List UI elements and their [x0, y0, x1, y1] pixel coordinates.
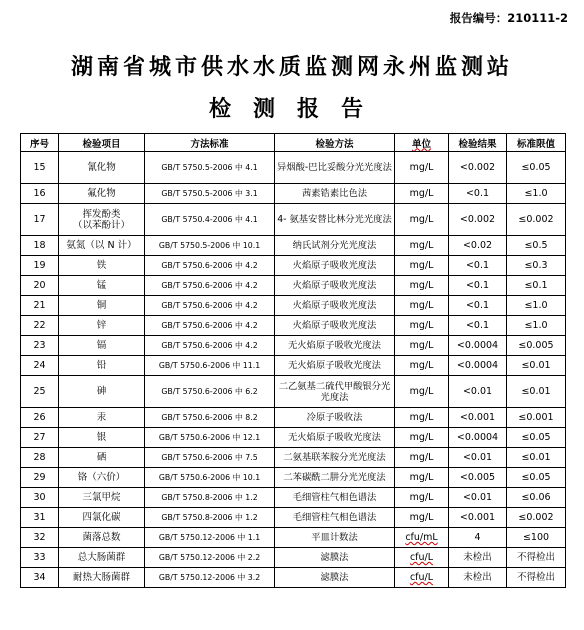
- cell-unit: mg/L: [395, 184, 449, 204]
- cell-result: <0.002: [449, 204, 507, 236]
- cell-standard: GB/T 5750.6-2006 中 4.2: [145, 316, 275, 336]
- cell-standard: GB/T 5750.6-2006 中 8.2: [145, 408, 275, 428]
- cell-limit: ≤0.3: [507, 256, 566, 276]
- cell-method: 火焰原子吸收光度法: [275, 296, 395, 316]
- cell-limit: ≤0.05: [507, 468, 566, 488]
- cell-result: <0.0004: [449, 336, 507, 356]
- cell-standard: GB/T 5750.12-2006 中 1.1: [145, 528, 275, 548]
- cell-item: 铁: [59, 256, 145, 276]
- table-row: [21, 276, 566, 296]
- cell-limit: ≤0.002: [507, 204, 566, 236]
- cell-limit: ≤0.01: [507, 448, 566, 468]
- cell-method: 平皿计数法: [275, 528, 395, 548]
- cell-method: 纳氏试剂分光光度法: [275, 236, 395, 256]
- cell-item: 耐热大肠菌群: [59, 568, 145, 588]
- cell-result: <0.001: [449, 508, 507, 528]
- cell-result: <0.02: [449, 236, 507, 256]
- cell-standard: GB/T 5750.5-2006 中 3.1: [145, 184, 275, 204]
- cell-standard: GB/T 5750.6-2006 中 10.1: [145, 468, 275, 488]
- cell-unit: mg/L: [395, 376, 449, 408]
- cell-result: <0.1: [449, 256, 507, 276]
- col-header-method: 检验方法: [275, 134, 395, 152]
- cell-item: 氰化物: [59, 152, 145, 184]
- cell-unit: mg/L: [395, 296, 449, 316]
- table-row: [21, 236, 566, 256]
- col-header-no: 序号: [21, 134, 59, 152]
- cell-no: 26: [21, 408, 59, 428]
- table-row: [21, 256, 566, 276]
- cell-method: 异烟酸-巴比妥酸分光光度法: [275, 152, 395, 184]
- table-row: [21, 296, 566, 316]
- cell-item: 锰: [59, 276, 145, 296]
- table-row: [21, 428, 566, 448]
- cell-unit: mg/L: [395, 408, 449, 428]
- cell-standard: GB/T 5750.6-2006 中 4.2: [145, 256, 275, 276]
- cell-item: 镉: [59, 336, 145, 356]
- report-title: 湖南省城市供水水质监测网永州监测站: [70, 55, 513, 80]
- cell-unit: cfu/L: [395, 568, 449, 588]
- cell-method: 二苯碳酰二肼分光光度法: [275, 468, 395, 488]
- col-header-unit: 单位: [395, 134, 449, 152]
- cell-no: 29: [21, 468, 59, 488]
- cell-item: 锌: [59, 316, 145, 336]
- cell-no: 24: [21, 356, 59, 376]
- table-row: [21, 356, 566, 376]
- results-table: [20, 133, 566, 588]
- cell-method: 冷原子吸收法: [275, 408, 395, 428]
- cell-result: <0.1: [449, 296, 507, 316]
- cell-method: 火焰原子吸收光度法: [275, 256, 395, 276]
- cell-unit: mg/L: [395, 356, 449, 376]
- report-subtitle: 检测报告: [208, 97, 385, 122]
- cell-limit: ≤0.005: [507, 336, 566, 356]
- cell-method: 火焰原子吸收光度法: [275, 276, 395, 296]
- cell-limit: ≤1.0: [507, 296, 566, 316]
- cell-method: 毛细管柱气相色谱法: [275, 488, 395, 508]
- cell-standard: GB/T 5750.6-2006 中 12.1: [145, 428, 275, 448]
- cell-method: 火焰原子吸收光度法: [275, 316, 395, 336]
- cell-item: 挥发酚类 （以苯酚计）: [59, 204, 145, 236]
- cell-limit: ≤0.06: [507, 488, 566, 508]
- cell-no: 33: [21, 548, 59, 568]
- cell-standard: GB/T 5750.12-2006 中 2.2: [145, 548, 275, 568]
- cell-result: <0.1: [449, 184, 507, 204]
- cell-result: <0.01: [449, 376, 507, 408]
- col-header-limit: 标准限值: [507, 134, 566, 152]
- cell-standard: GB/T 5750.6-2006 中 4.2: [145, 276, 275, 296]
- cell-result: <0.01: [449, 488, 507, 508]
- cell-no: 27: [21, 428, 59, 448]
- cell-unit: mg/L: [395, 508, 449, 528]
- cell-item: 汞: [59, 408, 145, 428]
- cell-no: 15: [21, 152, 59, 184]
- cell-standard: GB/T 5750.8-2006 中 1.2: [145, 508, 275, 528]
- cell-result: <0.1: [449, 276, 507, 296]
- table-row: [21, 316, 566, 336]
- cell-standard: GB/T 5750.6-2006 中 7.5: [145, 448, 275, 468]
- cell-no: 22: [21, 316, 59, 336]
- cell-unit: mg/L: [395, 236, 449, 256]
- cell-item: 总大肠菌群: [59, 548, 145, 568]
- cell-standard: GB/T 5750.5-2006 中 10.1: [145, 236, 275, 256]
- table-header-row: [21, 134, 566, 152]
- cell-unit: mg/L: [395, 488, 449, 508]
- cell-unit: mg/L: [395, 152, 449, 184]
- table-row: [21, 336, 566, 356]
- table-row: [21, 568, 566, 588]
- cell-item: 铅: [59, 356, 145, 376]
- cell-no: 31: [21, 508, 59, 528]
- cell-limit: ≤0.002: [507, 508, 566, 528]
- cell-limit: ≤0.05: [507, 152, 566, 184]
- cell-item: 菌落总数: [59, 528, 145, 548]
- cell-no: 20: [21, 276, 59, 296]
- cell-standard: GB/T 5750.6-2006 中 4.2: [145, 296, 275, 316]
- cell-result: 未检出: [449, 568, 507, 588]
- cell-method: 滤膜法: [275, 568, 395, 588]
- cell-standard: GB/T 5750.6-2006 中 4.2: [145, 336, 275, 356]
- cell-method: 二乙氨基二硫代甲酸银分光光度法: [275, 376, 395, 408]
- cell-unit: mg/L: [395, 448, 449, 468]
- cell-unit: mg/L: [395, 204, 449, 236]
- cell-standard: GB/T 5750.12-2006 中 3.2: [145, 568, 275, 588]
- cell-unit: mg/L: [395, 428, 449, 448]
- table-row: [21, 468, 566, 488]
- cell-unit: mg/L: [395, 256, 449, 276]
- cell-limit: 不得检出: [507, 548, 566, 568]
- cell-no: 32: [21, 528, 59, 548]
- cell-method: 二氨基联苯胺分光光度法: [275, 448, 395, 468]
- table-row: [21, 376, 566, 408]
- cell-limit: ≤0.5: [507, 236, 566, 256]
- cell-standard: GB/T 5750.5-2006 中 4.1: [145, 152, 275, 184]
- cell-standard: GB/T 5750.6-2006 中 11.1: [145, 356, 275, 376]
- cell-unit: cfu/L: [395, 548, 449, 568]
- cell-no: 18: [21, 236, 59, 256]
- cell-no: 16: [21, 184, 59, 204]
- table-row: [21, 204, 566, 236]
- cell-limit: ≤0.001: [507, 408, 566, 428]
- table-row: [21, 152, 566, 184]
- col-header-standard: 方法标准: [145, 134, 275, 152]
- cell-limit: ≤0.1: [507, 276, 566, 296]
- cell-unit: mg/L: [395, 316, 449, 336]
- cell-limit: ≤0.01: [507, 356, 566, 376]
- cell-no: 23: [21, 336, 59, 356]
- cell-item: 铜: [59, 296, 145, 316]
- table-row: [21, 548, 566, 568]
- cell-result: 4: [449, 528, 507, 548]
- cell-item: 四氯化碳: [59, 508, 145, 528]
- cell-item: 三氯甲烷: [59, 488, 145, 508]
- cell-unit: cfu/mL: [395, 528, 449, 548]
- cell-no: 30: [21, 488, 59, 508]
- cell-no: 17: [21, 204, 59, 236]
- cell-limit: ≤100: [507, 528, 566, 548]
- table-row: [21, 488, 566, 508]
- table-row: [21, 448, 566, 468]
- cell-item: 砷: [59, 376, 145, 408]
- cell-method: 无火焰原子吸收光度法: [275, 428, 395, 448]
- cell-no: 25: [21, 376, 59, 408]
- cell-method: 无火焰原子吸收光度法: [275, 356, 395, 376]
- cell-no: 34: [21, 568, 59, 588]
- cell-method: 无火焰原子吸收光度法: [275, 336, 395, 356]
- cell-result: <0.0004: [449, 356, 507, 376]
- cell-result: <0.002: [449, 152, 507, 184]
- cell-limit: ≤1.0: [507, 184, 566, 204]
- cell-item: 氨氮（以 N 计）: [59, 236, 145, 256]
- cell-limit: ≤0.05: [507, 428, 566, 448]
- cell-result: <0.001: [449, 408, 507, 428]
- cell-method: 茜素锆素比色法: [275, 184, 395, 204]
- cell-unit: mg/L: [395, 468, 449, 488]
- report-number: 报告编号：210111-2: [449, 11, 568, 25]
- table-row: [21, 408, 566, 428]
- col-header-result: 检验结果: [449, 134, 507, 152]
- cell-result: <0.005: [449, 468, 507, 488]
- cell-standard: GB/T 5750.4-2006 中 4.1: [145, 204, 275, 236]
- table-row: [21, 528, 566, 548]
- cell-item: 氟化物: [59, 184, 145, 204]
- cell-method: 毛细管柱气相色谱法: [275, 508, 395, 528]
- cell-limit: 不得检出: [507, 568, 566, 588]
- cell-limit: ≤1.0: [507, 316, 566, 336]
- cell-item: 硒: [59, 448, 145, 468]
- cell-no: 19: [21, 256, 59, 276]
- cell-standard: GB/T 5750.8-2006 中 1.2: [145, 488, 275, 508]
- cell-result: <0.01: [449, 448, 507, 468]
- cell-unit: mg/L: [395, 336, 449, 356]
- cell-result: <0.1: [449, 316, 507, 336]
- cell-unit: mg/L: [395, 276, 449, 296]
- table-row: [21, 184, 566, 204]
- cell-result: 未检出: [449, 548, 507, 568]
- table-row: [21, 508, 566, 528]
- cell-no: 21: [21, 296, 59, 316]
- cell-standard: GB/T 5750.6-2006 中 6.2: [145, 376, 275, 408]
- cell-item: 银: [59, 428, 145, 448]
- cell-result: <0.0004: [449, 428, 507, 448]
- cell-limit: ≤0.01: [507, 376, 566, 408]
- cell-method: 滤膜法: [275, 548, 395, 568]
- col-header-item: 检验项目: [59, 134, 145, 152]
- cell-no: 28: [21, 448, 59, 468]
- cell-method: 4- 氨基安替比林分光光度法: [275, 204, 395, 236]
- cell-item: 铬（六价）: [59, 468, 145, 488]
